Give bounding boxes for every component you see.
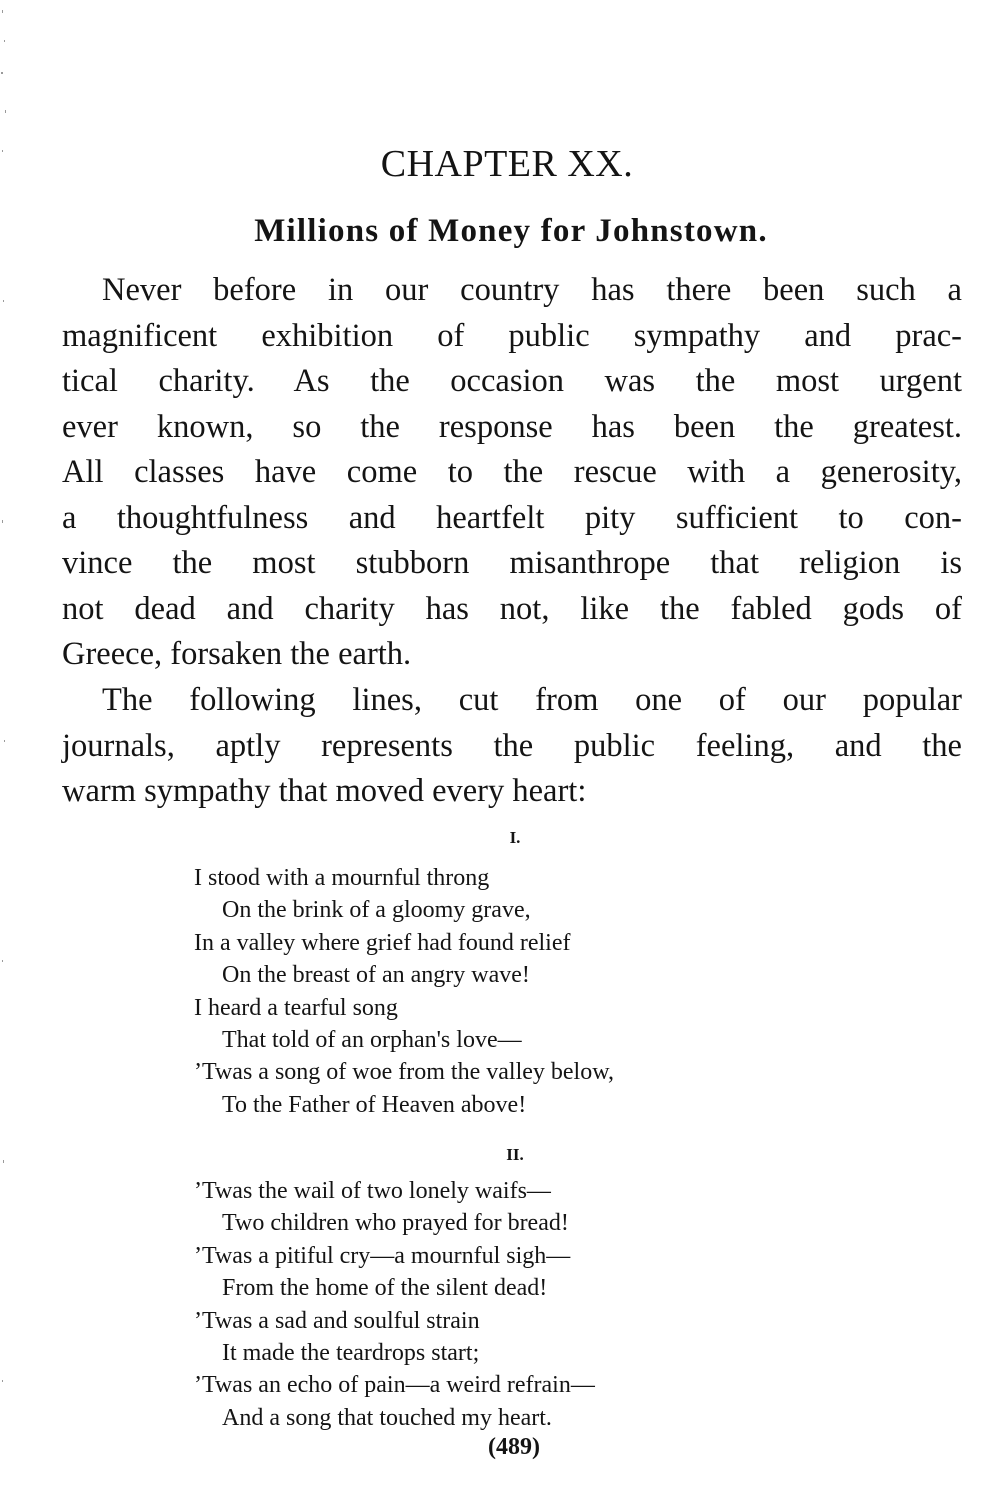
chapter-title: CHAPTER XX. — [380, 143, 634, 185]
poem-line: On the brink of a gloomy grave, — [222, 897, 531, 924]
paragraph-line: tical charity. As the occasion was the most urgent — [62, 363, 962, 399]
poem-line: ’Twas a song of woe from the valley below, — [194, 1059, 614, 1086]
poem-line: I heard a tearful song — [194, 994, 398, 1021]
paragraph-line: a thoughtfulness and heartfelt pity sufficient to con- — [62, 499, 962, 536]
poem-line: ’Twas the wail of two lonely waifs— — [194, 1178, 551, 1204]
poem-line: ’Twas an echo of pain—a weird refrain— — [194, 1372, 595, 1399]
poem-stanza-1 — [194, 862, 794, 1121]
paragraph-line: All classes have come to the rescue with a generosity, — [62, 454, 962, 490]
poem-line: In a valley where grief had found relief — [194, 929, 571, 956]
page-number: (489) — [488, 1434, 540, 1460]
paragraph-line: vince the most stubborn misanthrope that religion is — [62, 545, 962, 581]
stanza-number-1: I. — [509, 828, 521, 847]
poem-line: I stood with a mournful throng — [194, 865, 490, 891]
poem-line: That told of an orphan's love— — [222, 1027, 522, 1054]
poem-line: And a song that touched my heart. — [222, 1404, 552, 1431]
paragraph-line: not dead and charity has not, like the fabled gods of — [62, 590, 962, 627]
chapter-subtitle: Millions of Money for Johnstown. — [254, 213, 768, 249]
poem-line: ’Twas a sad and soulful strain — [194, 1307, 480, 1334]
stanza-number-2: II. — [506, 1145, 524, 1164]
paragraph-line: warm sympathy that moved every heart: — [62, 773, 587, 809]
poem-line: It made the teardrops start; — [222, 1340, 480, 1367]
paragraph-line: Greece, forsaken the earth. — [62, 636, 412, 672]
poem-line: ’Twas a pitiful cry—a mournful sigh— — [194, 1242, 571, 1269]
paragraph-line: Never before in our country has there been such a — [102, 272, 962, 308]
paragraph-line: The following lines, cut from one of our popular — [102, 682, 962, 718]
poem-line: From the home of the silent dead! — [222, 1275, 548, 1302]
poem-line: On the breast of an angry wave! — [222, 962, 530, 989]
paragraph-line: ever known, so the response has been the greatest. — [62, 408, 962, 445]
paragraph-line: magnificent exhibition of public sympathy and prac- — [62, 317, 962, 354]
poem-stanza-2 — [194, 1175, 794, 1434]
paragraph-line: journals, aptly represents the public feeling, and the — [62, 727, 962, 764]
paragraph-2 — [62, 678, 962, 815]
paragraph-1 — [62, 268, 962, 678]
poem-line: To the Father of Heaven above! — [222, 1091, 527, 1118]
poem-line: Two children who prayed for bread! — [222, 1210, 569, 1237]
